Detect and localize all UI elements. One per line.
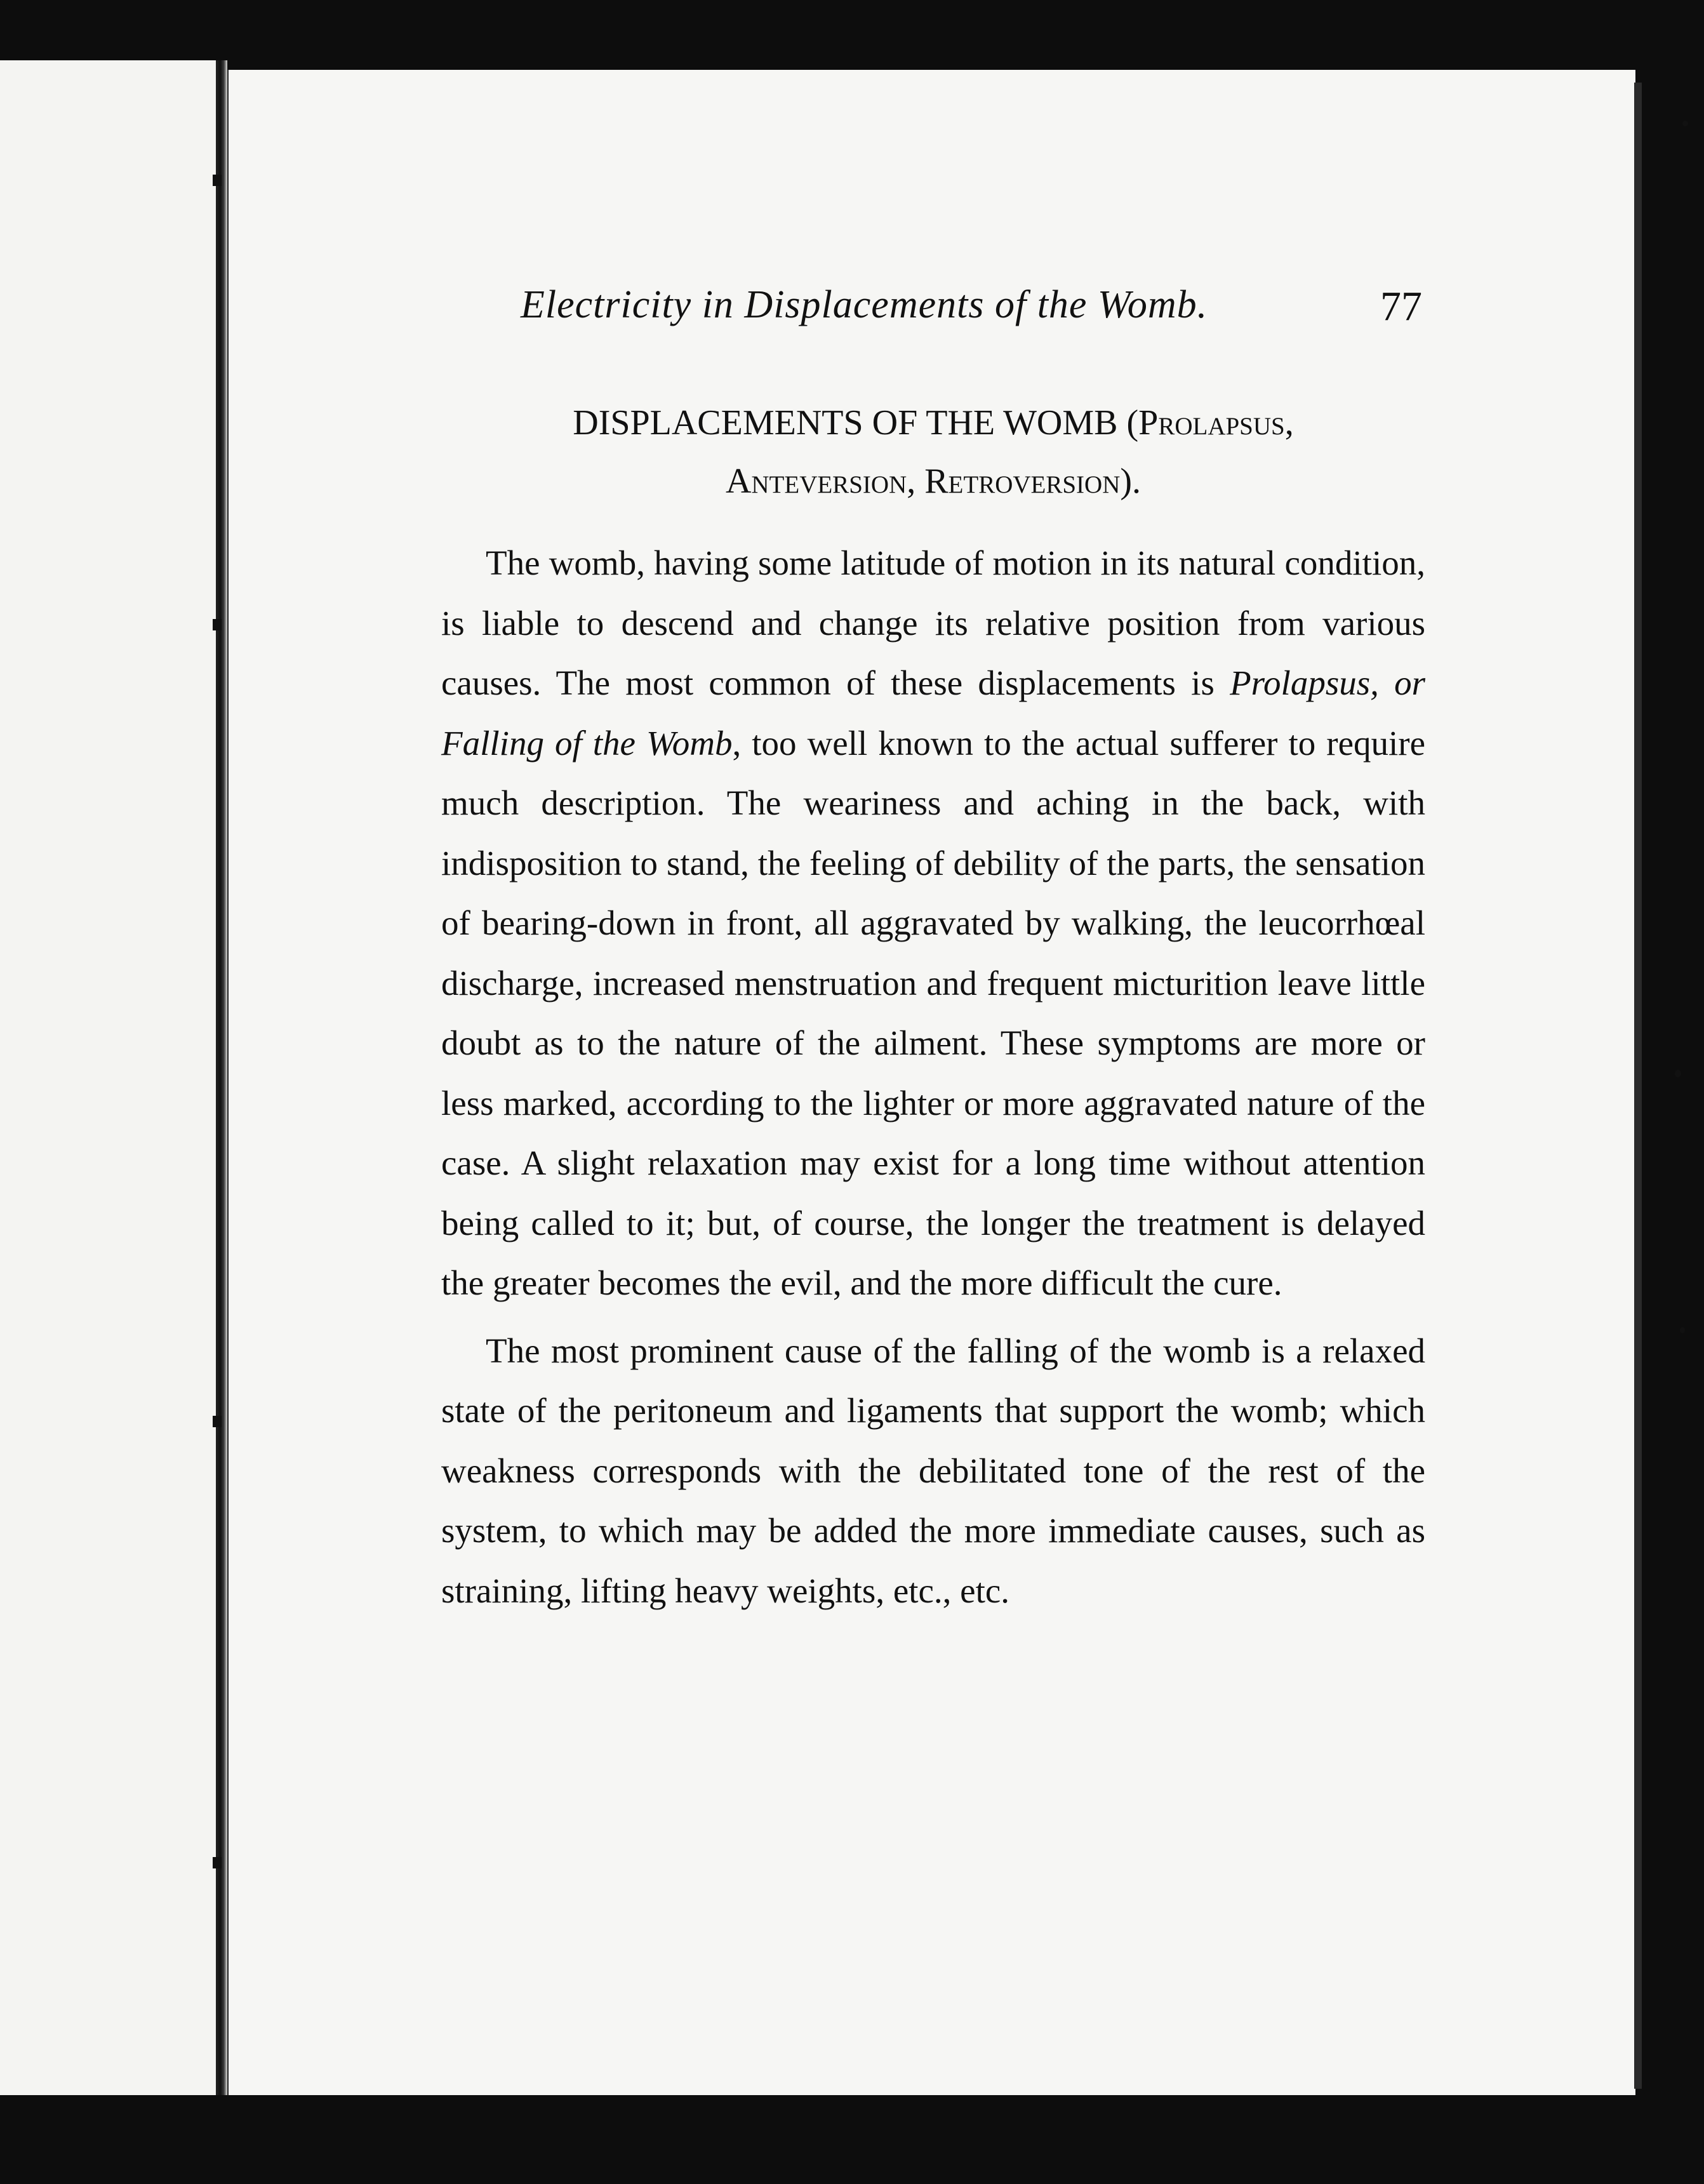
paragraph-2: The most prominent cause of the falling of the womb is a relaxed state of the peritoneum and ligaments that support the womb; which weakness corresponds with the debilitated tone of the rest of the system, to which may be added the more immediate causes, such as straining, lifting heavy weights, etc., etc. [441, 1331, 1425, 1610]
heading-caps-1: Prolapsus, [1138, 403, 1294, 443]
paragraph-1 [441, 533, 1425, 1314]
paragraph-1-text-end: , too well known to the actual sufferer to require much description. The weariness and aching in the back, with indisposition to stand, the feeling of debility of the parts, the sensation of bearing-down in front, all aggravated by walking, the leucorrhœal discharge, increased menstruation and frequent micturition leave little doubt as to the nature of the ailment. These symptoms are more or less marked, according to the lighter or more aggravated nature of the case. A slight relaxation may exist for a long time without attention being called to it; but, of course, the longer the treatment is delayed the greater becomes the evil, and the more difficult the cure. [441, 723, 1425, 1302]
section-heading [441, 394, 1425, 510]
heading-end: ). [1120, 462, 1142, 501]
running-head-title: Electricity in Displacements of the Womb. [521, 283, 1208, 326]
page-number: 77 [1380, 283, 1422, 330]
gutter-mark [213, 619, 222, 630]
scan-speck [1680, 1327, 1685, 1333]
gutter-mark [213, 175, 222, 186]
heading-caps-2: Anteversion, Retroversion [725, 462, 1121, 501]
page-body [441, 394, 1425, 1628]
paragraph-1-text: The womb, having some latitude of motion in its natural condition, is liable to descend and change its relative position from various causes. The most common of these displacements is [441, 543, 1425, 702]
facing-page [0, 60, 223, 2095]
running-head [521, 283, 1422, 328]
heading-main: DISPLACEMENTS OF THE WOMB ( [573, 403, 1139, 443]
scan-speck [1682, 121, 1688, 126]
gutter-mark [213, 1416, 222, 1427]
book-gutter [216, 60, 227, 2095]
scan-speck [1675, 1070, 1681, 1077]
page-edge-shadow [1634, 83, 1642, 2089]
gutter-mark [213, 1857, 222, 1868]
paragraph-1-emphasis: Prolapsus, or Falling of the Womb [441, 663, 1425, 762]
